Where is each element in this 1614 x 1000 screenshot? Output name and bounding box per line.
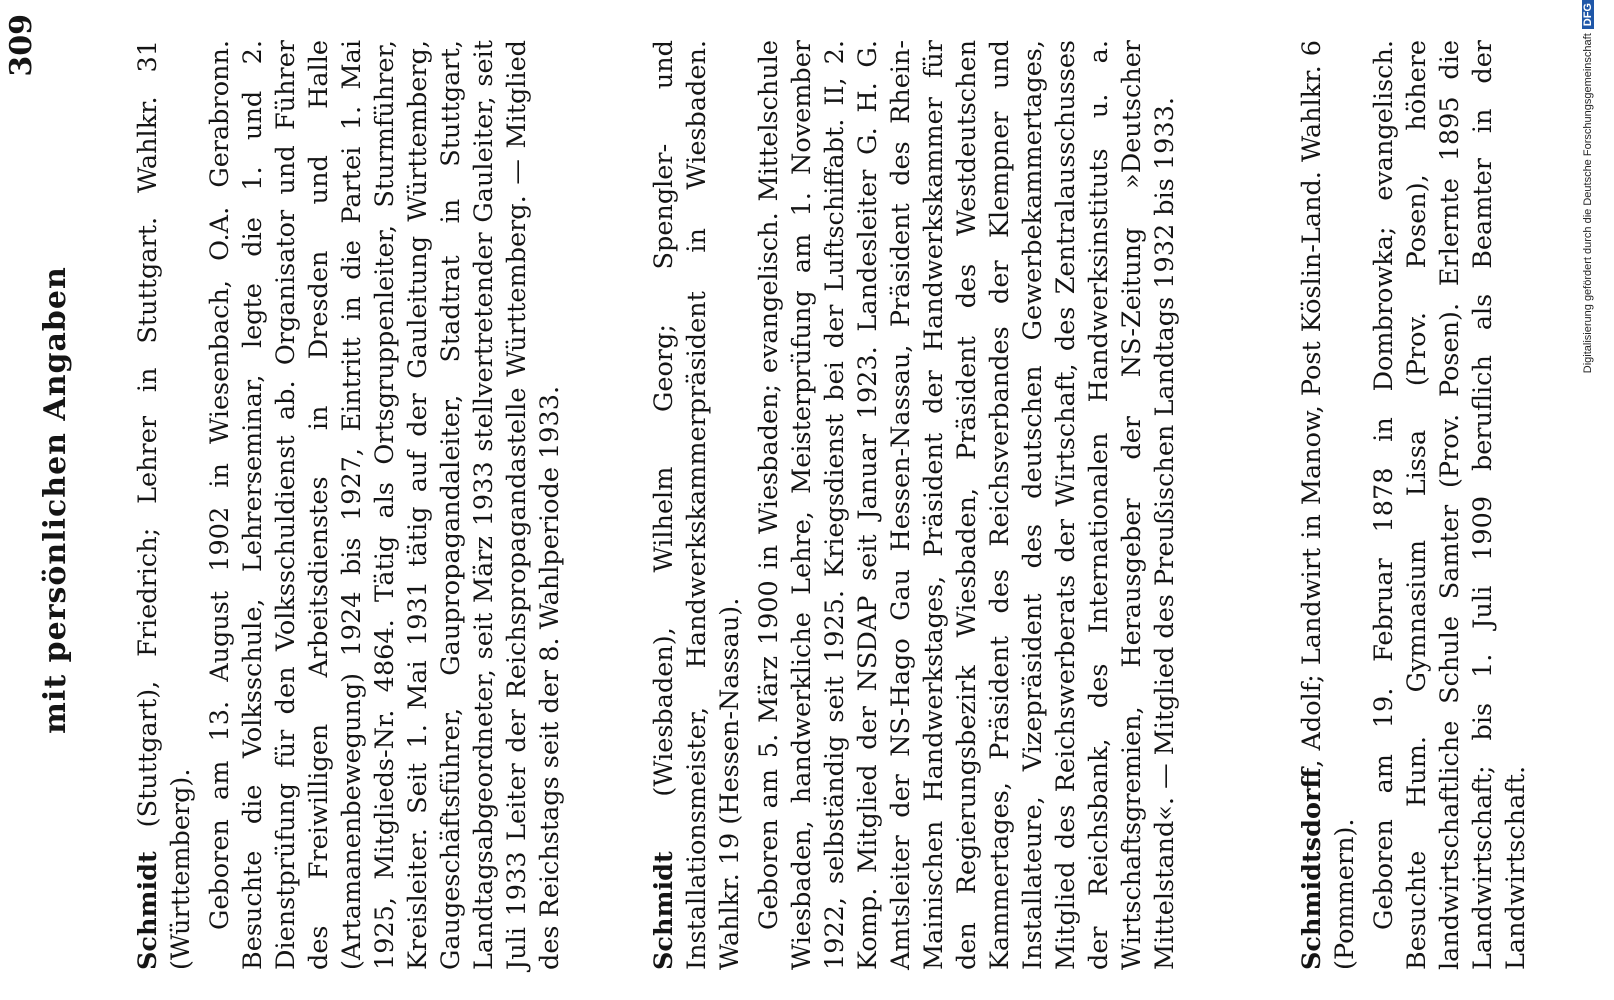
running-title: mit persönlichen Angaben bbox=[38, 266, 73, 734]
entry-name: Schmidtsdorff bbox=[1297, 767, 1327, 970]
entry-body: Geboren am 5. März 1900 in Wiesbaden; evangelisch. Mittelschule Wiesbaden, handwerkliche Lehre, Meisterprüfung am 1. November 1922, selbständig seit 1925. Kriegsdienst bei der Luftschiffabt. II, 2. Komp. Mitglied der NSDAP seit Januar 1923. Landesleiter G. H. G. Amtsleiter der NS-Hago Gau Hessen-Nassau, Präsident des Rhein-Mainischen Handwerkstages, Präsident der Handwerkskammer für den Regierungsbezirk Wiesbaden, Präsident des Westdeutschen Kammertages, Präsident des Reichsverbandes der Klempner und Installateure, Vizepräsident des deutschen Gewerbekammertages, Mitglied des Reichswerberats der Wirtschaft, des Zentralausschusses der Reichsbank, des Internationalen Handwerksinstituts u. a. Wirtschaftsgremien, Herausgeber der NS-Zeitung »Deutscher Mittelstand«. — Mitglied des Preußischen Landtags 1932 bis 1933. bbox=[754, 40, 1180, 970]
dfg-logo: DFG bbox=[1582, 0, 1594, 29]
entry-body: Geboren am 13. August 1902 in Wiesenbach, O.A. Gerabronn. Besuchte die Volksschule, Lehrerseminar, legte die 1. und 2. Dienstprüfung für den Volksschuldienst ab. Organisator und Führer des Freiwilligen Arbeitsdienstes in Dresden und Halle (Artamanenbewegung) 1924 bis 1927, Eintritt in die Partei 1. Mai 1925, Mitglieds-Nr. 4864. Tätig als Ortsgruppenleiter, Sturmführer, Kreisleiter. Seit 1. Mai 1931 tätig auf der Gauleitung Württemberg, Gaugeschäftsführer, Gaupropagandaleiter, Stadtrat in Stuttgart, Landtagsabgeordneter, seit März 1933 stellvertretender Gauleiter, seit Juli 1933 Leiter der Reichspropagandastelle Württemberg. — Mitglied des Reichstags seit der 8. Wahlperiode 1933. bbox=[205, 40, 565, 970]
biography-entry-schmidt-wiesbaden bbox=[648, 40, 1182, 970]
digitization-credit bbox=[1582, 0, 1594, 1000]
entry-heading-details: , Adolf; Landwirt in Manow, Post Köslin-Land. Wahlkr. 6 (Pommern). bbox=[1297, 40, 1360, 970]
entry-heading-details: (Wiesbaden), Wilhelm Georg; Spengler- und Installationsmeister, Handwerkskammerpräsident in Wiesbaden. Wahlkr. 19 (Hessen-Nassau). bbox=[649, 40, 745, 970]
page-number: 309 bbox=[4, 14, 39, 77]
entry-heading bbox=[1296, 40, 1362, 970]
entry-heading bbox=[648, 40, 747, 970]
entry-name: Schmidt bbox=[649, 851, 679, 970]
page-header bbox=[0, 0, 90, 1000]
entry-heading-details: (Stuttgart), Friedrich; Lehrer in Stuttgart. Wahlkr. 31 (Württemberg). bbox=[133, 40, 196, 970]
entry-name: Schmidt bbox=[133, 851, 163, 970]
entry-body: Geboren am 19. Februar 1878 in Dombrowka; evangelisch. Besuchte Hum. Gymnasium Lissa (Prov. Posen), höhere landwirtschaftliche Schule Samter (Prov. Posen). Erlernte 1895 die Landwirtschaft; bis 1. Juli 1909 beruflich als Beamter in der Landwirtschaft. bbox=[1369, 40, 1531, 970]
entry-heading bbox=[132, 40, 198, 970]
biography-entry-schmidt-stuttgart bbox=[132, 40, 567, 970]
biography-entry-schmidtsdorff bbox=[1296, 40, 1533, 970]
digitization-credit-text: Digitalisierung gefördert durch die Deutsche Forschungsgemeinschaft bbox=[1582, 33, 1594, 374]
